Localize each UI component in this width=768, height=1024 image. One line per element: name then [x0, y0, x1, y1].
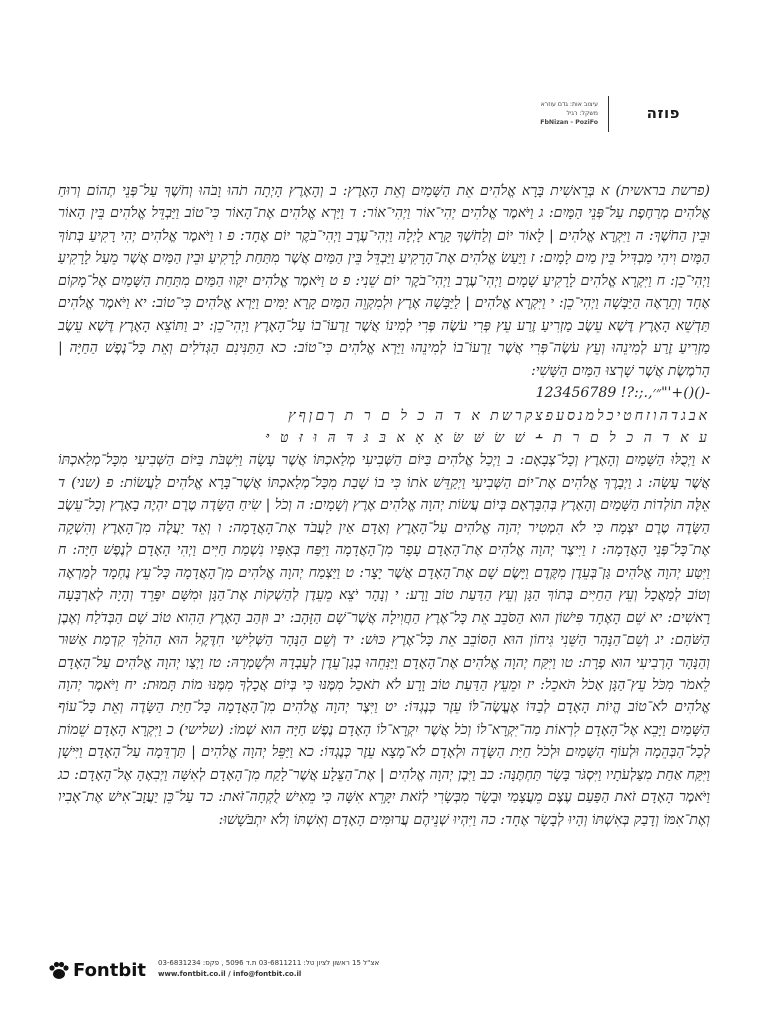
contact-web[interactable]: www.fontbit.co.il / info@fontbit.co.il — [158, 970, 302, 978]
contact-info — [158, 958, 388, 980]
sample-paragraph-2: א וַיְכֻלּוּ הַשָּׁמַיִם וְהָאָרֶץ וְכָל־צְבָאָם: ב וַיְכַל אֱלֹהִים בַּיּוֹם הַשְּׁבִיעִי מְלַאכְתּוֹ אֲשֶׁר עָשָׂה וַיִּשְׁבֹּת בַּיּוֹם הַשְּׁבִיעִי מִכָּל־מְלַאכְתּוֹ אֲשֶׁר עָשָׂה: ג וַיְבָרֶךְ אֱלֹהִים אֶת־יוֹם הַשְּׁבִיעִי וַיְקַדֵּשׁ אֹתוֹ כִּי בוֹ שָׁבַת מִכָּל־מְלַאכְתּוֹ אֲשֶׁר־בָּרָא אֱלֹהִים לַעֲשׂוֹת: פ (שני) ד אֵלֶּה תוֹלְדוֹת הַשָּׁמַיִם וְהָאָרֶץ בְּהִבָּרְאָם בְּיוֹם עֲשׂוֹת יְהוָה אֱלֹהִים אֶרֶץ וְשָׁמָיִם: ה וְכֹל | שִׂיחַ הַשָּׂדֶה טֶרֶם יִהְיֶה בָאָרֶץ וְכָל־עֵשֶׂב הַשָּׂדֶה טֶרֶם יִצְמָח כִּי לֹא הִמְטִיר יְהוָה אֱלֹהִים עַל־הָאָרֶץ וְאָדָם אַיִן לַעֲבֹד אֶת־הָאֲדָמָה: ו וְאֵד יַעֲלֶה מִן־הָאָרֶץ וְהִשְׁקָה אֶת־כָּל־פְּנֵי הָאֲדָמָה: ז וַיִּיצֶר יְהוָה אֱלֹהִים אֶת־הָאָדָם עָפָר מִן־הָאֲדָמָה וַיִּפַּח בְּאַפָּיו נִשְׁמַת חַיִּים וַיְהִי הָאָדָם לְנֶפֶשׁ חַיָּה: ח וַיִּטַּע יְהוָה אֱלֹהִים גַּן־בְּעֵדֶן מִקֶּדֶם וַיָּשֶׂם שָׁם אֶת־הָאָדָם אֲשֶׁר יָצָר: ט וַיַּצְמַח יְהוָה אֱלֹהִים מִן־הָאֲדָמָה כָּל־עֵץ נֶחְמָד לְמַרְאֶה וְטוֹב לְמַאֲכָל וְעֵץ הַחַיִּים בְּתוֹךְ הַגָּן וְעֵץ הַדַּעַת טוֹב וָרָע: י וְנָהָר יֹצֵא מֵעֵדֶן לְהַשְׁקוֹת אֶת־הַגָּן וּמִשָּׁם יִפָּרֵד וְהָיָה לְאַרְבָּעָה רָאשִׁים: יא שֵׁם הָאֶחָד פִּישׁוֹן הוּא הַסֹּבֵב אֵת כָּל־אֶרֶץ הַחֲוִילָה אֲשֶׁר־שָׁם הַזָּהָב: יב וּזְהַב הָאָרֶץ הַהִוא טוֹב שָׁם הַבְּדֹלַח וְאֶבֶן הַשֹּׁהַם: יג וְשֵׁם־הַנָּהָר הַשֵּׁנִי גִּיחוֹן הוּא הַסּוֹבֵב אֵת כָּל־אֶרֶץ כּוּשׁ: יד וְשֵׁם הַנָּהָר הַשְּׁלִישִׁי חִדֶּקֶל הוּא הַהֹלֵךְ קִדְמַת אַשּׁוּר וְהַנָּהָר הָרְבִיעִי הוּא פְרָת: טו וַיִּקַּח יְהוָה אֱלֹהִים אֶת־הָאָדָם וַיַּנִּחֵהוּ בְגַן־עֵדֶן לְעָבְדָהּ וּלְשָׁמְרָהּ: טז וַיְצַו יְהוָה אֱלֹהִים עַל־הָאָדָם לֵאמֹר מִכֹּל עֵץ־הַגָּן אָכֹל תֹּאכֵל: יז וּמֵעֵץ הַדַּעַת טוֹב וָרָע לֹא תֹאכַל מִמֶּנּוּ כִּי בְּיוֹם אֲכָלְךָ מִמֶּנּוּ מוֹת תָּמוּת: יח וַיֹּאמֶר יְהוָה אֱלֹהִים לֹא־טוֹב הֱיוֹת הָאָדָם לְבַדּוֹ אֶעֱשֶׂה־לּוֹ עֵזֶר כְּנֶגְדּוֹ: יט וַיִּצֶר יְהוָה אֱלֹהִים מִן־הָאֲדָמָה כָּל־חַיַּת הַשָּׂדֶה וְאֵת כָּל־עוֹף הַשָּׁמַיִם וַיָּבֵא אֶל־הָאָדָם לִרְאוֹת מַה־יִּקְרָא־לוֹ וְכֹל אֲשֶׁר יִקְרָא־לוֹ הָאָדָם נֶפֶשׁ חַיָּה הוּא שְׁמוֹ: (שלישי) כ וַיִּקְרָא הָאָדָם שֵׁמוֹת לְכָל־הַבְּהֵמָה וּלְעוֹף הַשָּׁמַיִם וּלְכֹל חַיַּת הַשָּׂדֶה וּלְאָדָם לֹא־מָצָא עֵזֶר כְּנֶגְדּוֹ: כא וַיַּפֵּל יְהוָה אֱלֹהִים | תַּרְדֵּמָה עַל־הָאָדָם וַיִּישָׁן וַיִּקַּח אַחַת מִצַּלְעֹתָיו וַיִּסְגֹּר בָּשָׂר תַּחְתֶּנָּה: כב וַיִּבֶן יְהוָה אֱלֹהִים | אֶת־הַצֵּלָע אֲשֶׁר־לָקַח מִן־הָאָדָם לְאִשָּׁה וַיְבִאֶהָ אֶל־הָאָדָם: כג וַיֹּאמֶר הָאָדָם זֹאת הַפַּעַם עֶצֶם מֵעֲצָמַי וּבָשָׂר מִבְּשָׂרִי לְזֹאת יִקָּרֵא אִשָּׁה כִּי מֵאִישׁ לֻקְחָה־זֹּאת: כד עַל־כֵּן יַעֲזָב־אִישׁ אֶת־אָבִיו וְאֶת־אִמּוֹ וְדָבַק בְּאִשְׁתּוֹ וְהָיוּ לְבָשָׂר אֶחָד: כה וַיִּהְיוּ שְׁנֵיהֶם עֲרוּמִּים הָאָדָם וְאִשְׁתּוֹ וְלֹא יִתְבֹּשָׁשׁוּ: — [58, 452, 710, 828]
weight-credit: משקל: רגיל — [566, 110, 598, 117]
page-header — [480, 100, 680, 132]
font-name-latin: FbNizan - PoziFo — [540, 119, 598, 126]
font-credits — [540, 100, 598, 127]
sample-alphabet: אבגדהוזחטיכלמנסעפצקרשת ﬡ ﬢ ﬣ ﬤ ﬥ ﬦ ﬧ ﬨ ךםןףץ — [288, 407, 710, 424]
contact-address: אצ"ל 15 ראשון לציון טל: 03-6811211 ת.ד 5096 , פקס: 03-6831234 — [158, 959, 380, 967]
header-divider — [608, 96, 609, 132]
font-sample-body — [58, 180, 710, 831]
brand-name: Fontbit — [73, 960, 147, 981]
fontbit-logo — [48, 960, 146, 981]
sample-ligatures: ﬠ ﬡ ﬢ ﬣ ﬤ ﬥ ﬦ ﬧ ﬨ ﬩ שׁ שׂ שּׁ שּׂ אַ אָ אּ בּ גּ דּ הּ וּ זּ טּ יּ — [265, 429, 710, 446]
sample-paragraph-1: (פרשת בראשית) א בְּרֵאשִׁית בָּרָא אֱלֹהִים אֵת הַשָּׁמַיִם וְאֵת הָאָרֶץ: ב וְהָאָרֶץ הָיְתָה תֹהוּ וָבֹהוּ וְחֹשֶׁךְ עַל־פְּנֵי תְהוֹם וְרוּחַ אֱלֹהִים מְרַחֶפֶת עַל־פְּנֵי הַמָּיִם: ג וַיֹּאמֶר אֱלֹהִים יְהִי־אוֹר וַיְהִי־אוֹר: ד וַיַּרְא אֱלֹהִים אֶת־הָאוֹר כִּי־טוֹב וַיַּבְדֵּל אֱלֹהִים בֵּין הָאוֹר וּבֵין הַחֹשֶׁךְ: ה וַיִּקְרָא אֱלֹהִים | לָאוֹר יוֹם וְלַחֹשֶׁךְ קָרָא לָיְלָה וַיְהִי־עֶרֶב וַיְהִי־בֹקֶר יוֹם אֶחָד: פ ו וַיֹּאמֶר אֱלֹהִים יְהִי רָקִיעַ בְּתוֹךְ הַמָּיִם וִיהִי מַבְדִּיל בֵּין מַיִם לָמָיִם: ז וַיַּעַשׂ אֱלֹהִים אֶת־הָרָקִיעַ וַיַּבְדֵּל בֵּין הַמַּיִם אֲשֶׁר מִתַּחַת לָרָקִיעַ וּבֵין הַמַּיִם אֲשֶׁר מֵעַל לָרָקִיעַ וַיְהִי־כֵן: ח וַיִּקְרָא אֱלֹהִים לָרָקִיעַ שָׁמָיִם וַיְהִי־עֶרֶב וַיְהִי־בֹקֶר יוֹם שֵׁנִי: פ ט וַיֹּאמֶר אֱלֹהִים יִקָּווּ הַמַּיִם מִתַּחַת הַשָּׁמַיִם אֶל־מָקוֹם אֶחָד וְתֵרָאֶה הַיַּבָּשָׁה וַיְהִי־כֵן: י וַיִּקְרָא אֱלֹהִים | לַיַּבָּשָׁה אֶרֶץ וּלְמִקְוֵה הַמַּיִם קָרָא יַמִּים וַיַּרְא אֱלֹהִים כִּי־טוֹב: יא וַיֹּאמֶר אֱלֹהִים תַּדְשֵׁא הָאָרֶץ דֶּשֶׁא עֵשֶׂב מַזְרִיעַ זֶרַע עֵץ פְּרִי עֹשֶׂה פְּרִי לְמִינוֹ אֲשֶׁר זַרְעוֹ־בוֹ עַל־הָאָרֶץ וַיְהִי־כֵן: יב וַתּוֹצֵא הָאָרֶץ דֶּשֶׁא עֵשֶׂב מַזְרִיעַ זֶרַע לְמִינֵהוּ וְעֵץ עֹשֶׂה־פְּרִי אֲשֶׁר זַרְעוֹ־בוֹ לְמִינֵהוּ וַיַּרְא אֱלֹהִים כִּי־טוֹב: כא הַתַּנִּינִם הַגְּדֹלִים וְאֵת כָּל־נֶפֶשׁ הַחַיָּה | הָרֹמֶשֶׂת אֲשֶׁר שָׁרְצוּ הַמַּיִם הַשָּׁשִׁי: — [58, 183, 710, 379]
fontbit-paw-icon — [48, 961, 70, 981]
sample-numerals: 123456789 !?:;.,״׳"'+()()- — [535, 385, 710, 402]
page-footer — [48, 958, 388, 988]
designer-credit: עיצוב אות: גדם עוזרא — [540, 101, 598, 108]
font-title: פוזה — [646, 104, 680, 122]
